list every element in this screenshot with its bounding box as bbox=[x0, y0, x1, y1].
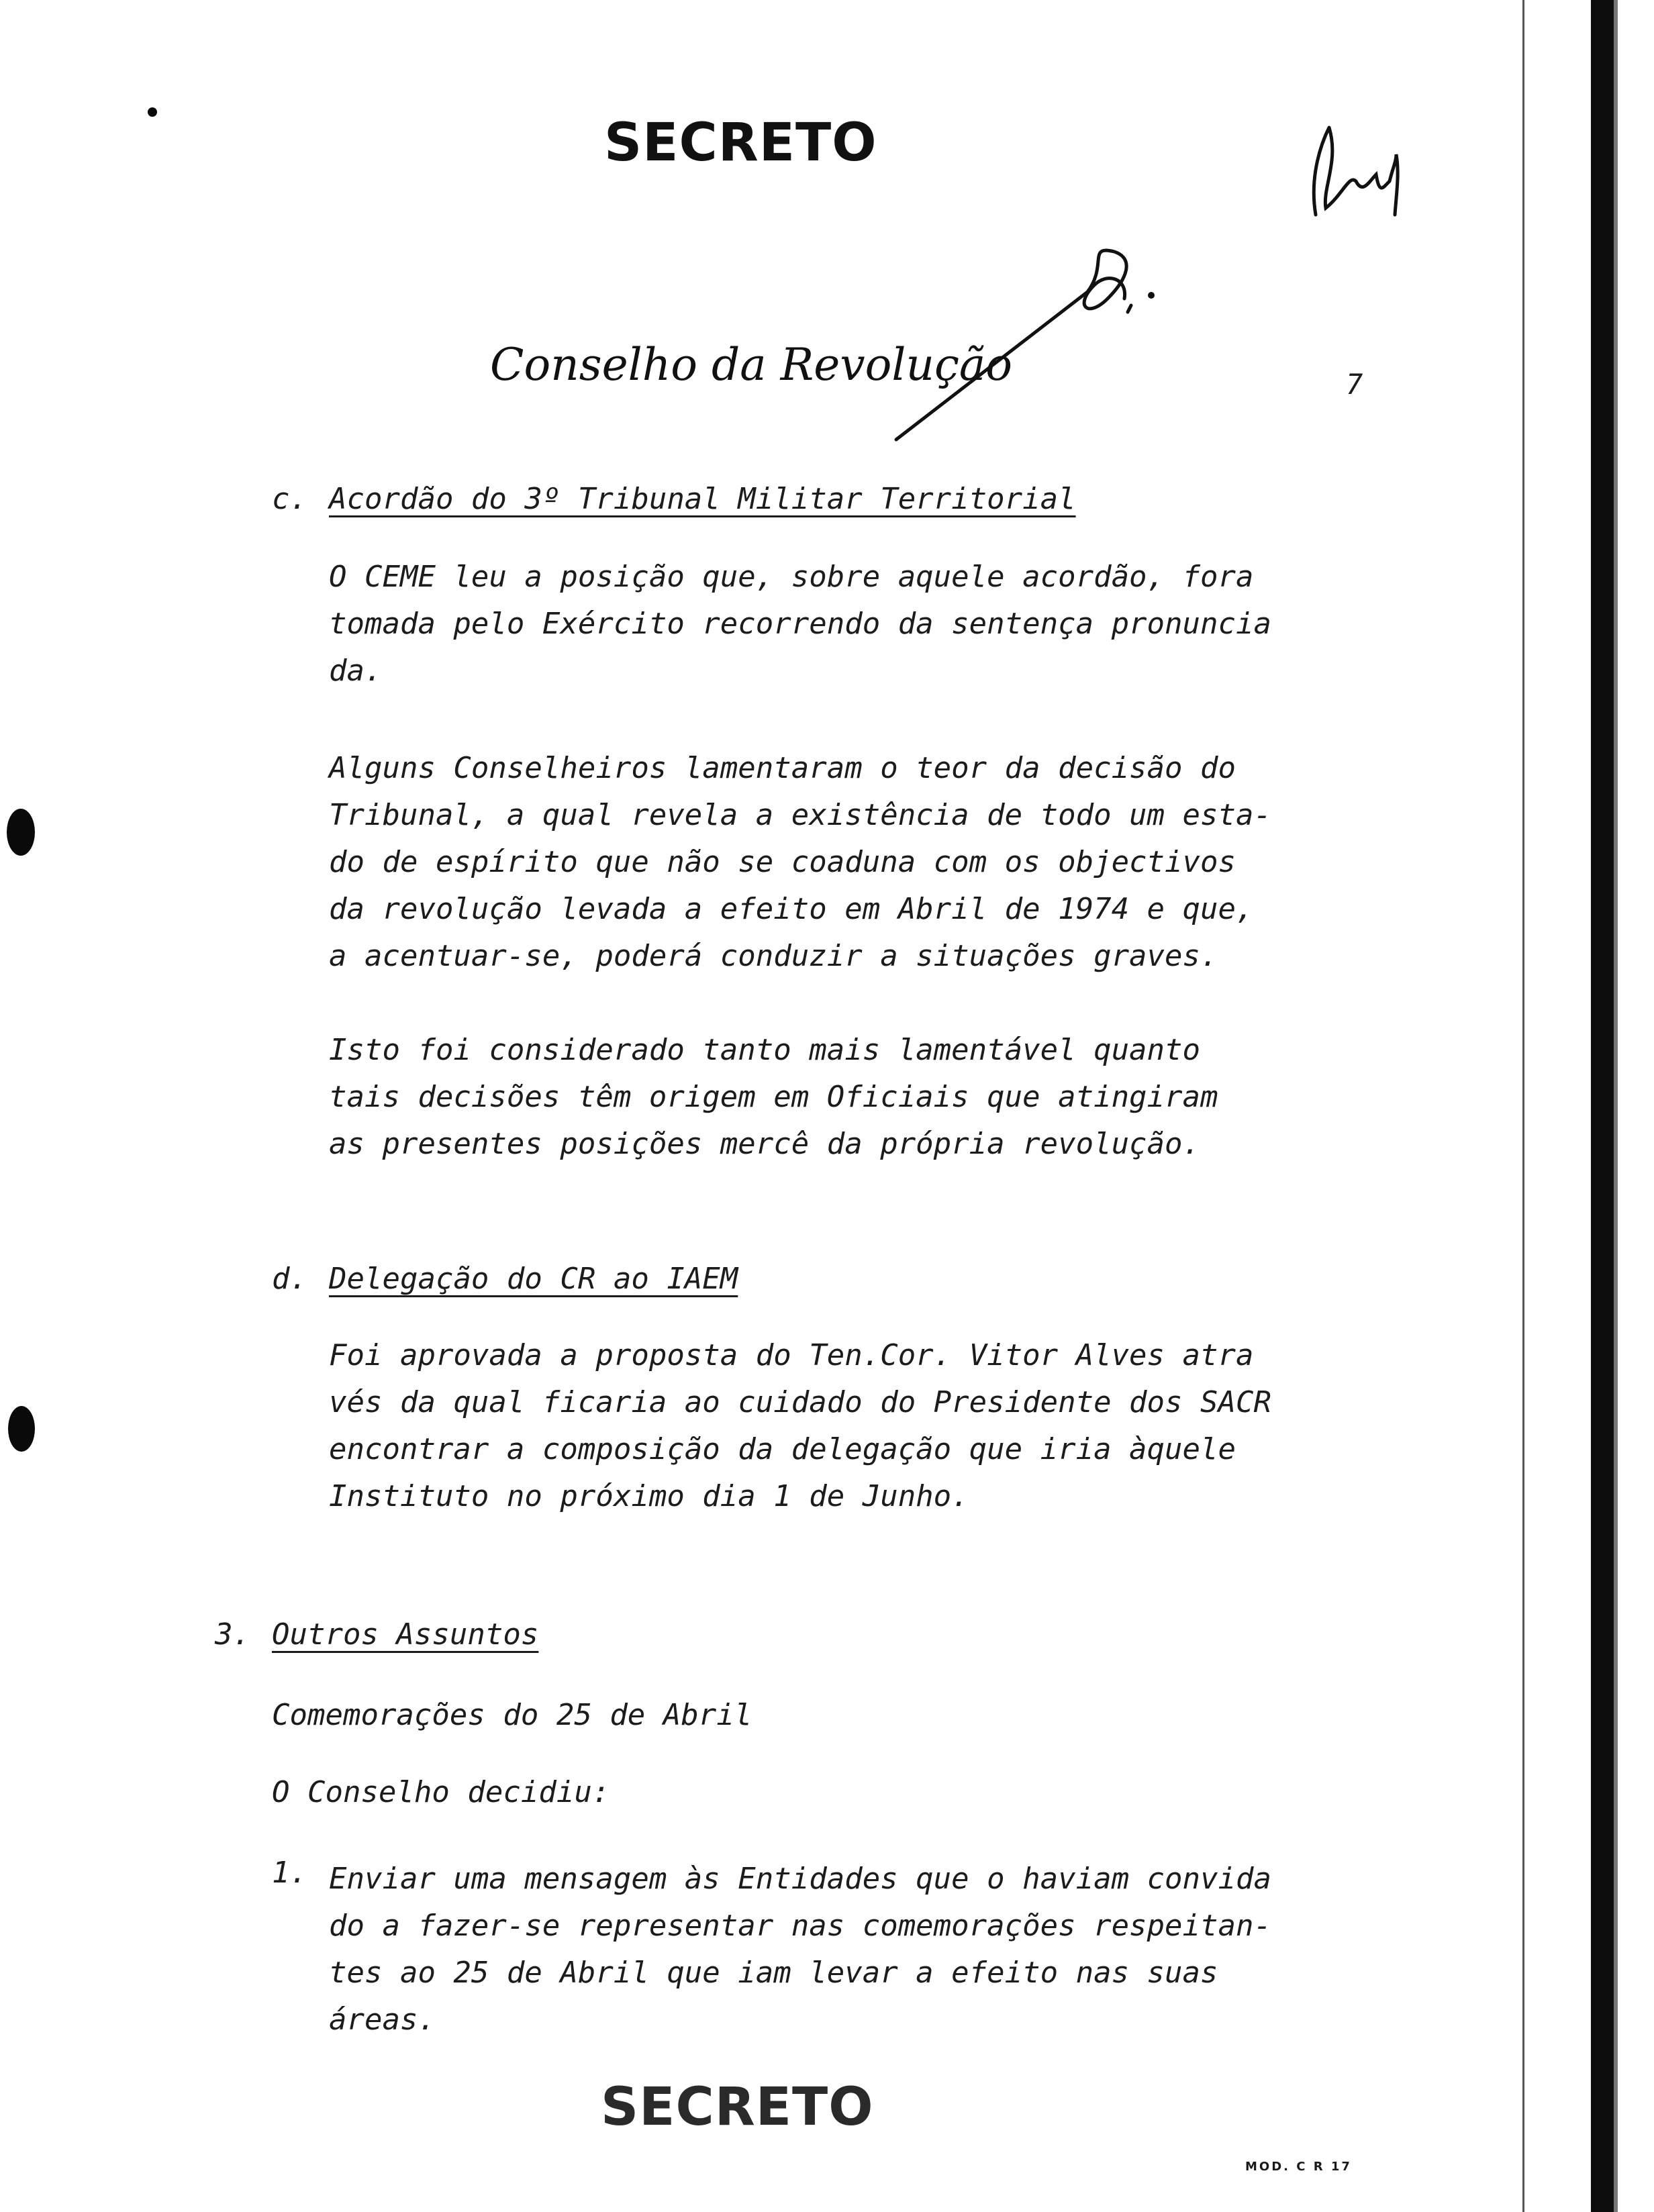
text-line: áreas. bbox=[329, 2003, 436, 2037]
binding-shadow bbox=[1591, 0, 1614, 2212]
council-title: Conselho da Revolução bbox=[490, 339, 1013, 391]
secret-stamp-bottom: SECRETO bbox=[601, 2077, 874, 2138]
text-line: do de espírito que não se coaduna com os objectivos bbox=[329, 845, 1236, 879]
binding-edge bbox=[1614, 0, 1618, 2212]
text-line: Instituto no próximo dia 1 de Junho. bbox=[329, 1479, 969, 1513]
section-c-paragraph-2 bbox=[329, 745, 1271, 980]
handwritten-initials-mark bbox=[1302, 114, 1410, 242]
section-3-subheading: Comemorações do 25 de Abril bbox=[272, 1698, 752, 1732]
text-line: vés da qual ficaria ao cuidado do Presidente dos SACR bbox=[329, 1385, 1271, 1419]
text-line: tomada pelo Exército recorrendo da sentença pronuncia bbox=[329, 607, 1271, 641]
text-line: Tribunal, a qual revela a existência de todo um esta- bbox=[329, 798, 1271, 832]
item-1-text bbox=[329, 1856, 1271, 2044]
page-number: 7 bbox=[1346, 368, 1363, 401]
page-edge-line bbox=[1522, 0, 1524, 2212]
ink-speck bbox=[148, 107, 157, 117]
text-line: da. bbox=[329, 654, 383, 688]
form-code: MOD. C R 17 bbox=[1245, 2160, 1352, 2174]
section-3-intro: O Conselho decidiu: bbox=[272, 1775, 610, 1809]
section-3-heading: Outros Assuntos bbox=[272, 1617, 539, 1652]
text-line: as presentes posições mercê da própria revolução. bbox=[329, 1127, 1201, 1161]
secret-stamp-top: SECRETO bbox=[604, 113, 877, 173]
text-line: Alguns Conselheiros lamentaram o teor da decisão do bbox=[329, 751, 1236, 785]
section-c-paragraph-1 bbox=[329, 554, 1271, 695]
punch-hole-bottom bbox=[8, 1406, 35, 1452]
section-d-marker: d. bbox=[272, 1262, 307, 1296]
text-line: Enviar uma mensagem às Entidades que o haviam convida bbox=[329, 1862, 1271, 1896]
text-line: Foi aprovada a proposta do Ten.Cor. Vitor Alves atra bbox=[329, 1338, 1254, 1372]
text-line: encontrar a composição da delegação que iria àquele bbox=[329, 1432, 1236, 1466]
text-line: Isto foi considerado tanto mais lamentável quanto bbox=[329, 1033, 1201, 1067]
text-line: da revolução levada a efeito em Abril de 1974 e que, bbox=[329, 892, 1254, 926]
text-line: a acentuar-se, poderá conduzir a situações graves. bbox=[329, 939, 1218, 973]
section-d-heading: Delegação do CR ao IAEM bbox=[329, 1262, 738, 1296]
text-line: tes ao 25 de Abril que iam levar a efeito nas suas bbox=[329, 1956, 1218, 1990]
item-1-marker: 1. bbox=[272, 1856, 307, 1890]
section-c-paragraph-3 bbox=[329, 1027, 1218, 1168]
section-c-marker: c. bbox=[272, 482, 307, 516]
section-c-heading: Acordão do 3º Tribunal Militar Territorial bbox=[329, 482, 1076, 516]
text-line: do a fazer-se representar nas comemorações respeitan- bbox=[329, 1909, 1271, 1943]
punch-hole-top bbox=[7, 809, 35, 856]
text-line: tais decisões têm origem em Oficiais que atingiram bbox=[329, 1080, 1218, 1114]
section-3-marker: 3. bbox=[215, 1617, 250, 1652]
section-d-paragraph-1 bbox=[329, 1332, 1271, 1520]
text-line: O CEME leu a posição que, sobre aquele acordão, fora bbox=[329, 560, 1254, 594]
